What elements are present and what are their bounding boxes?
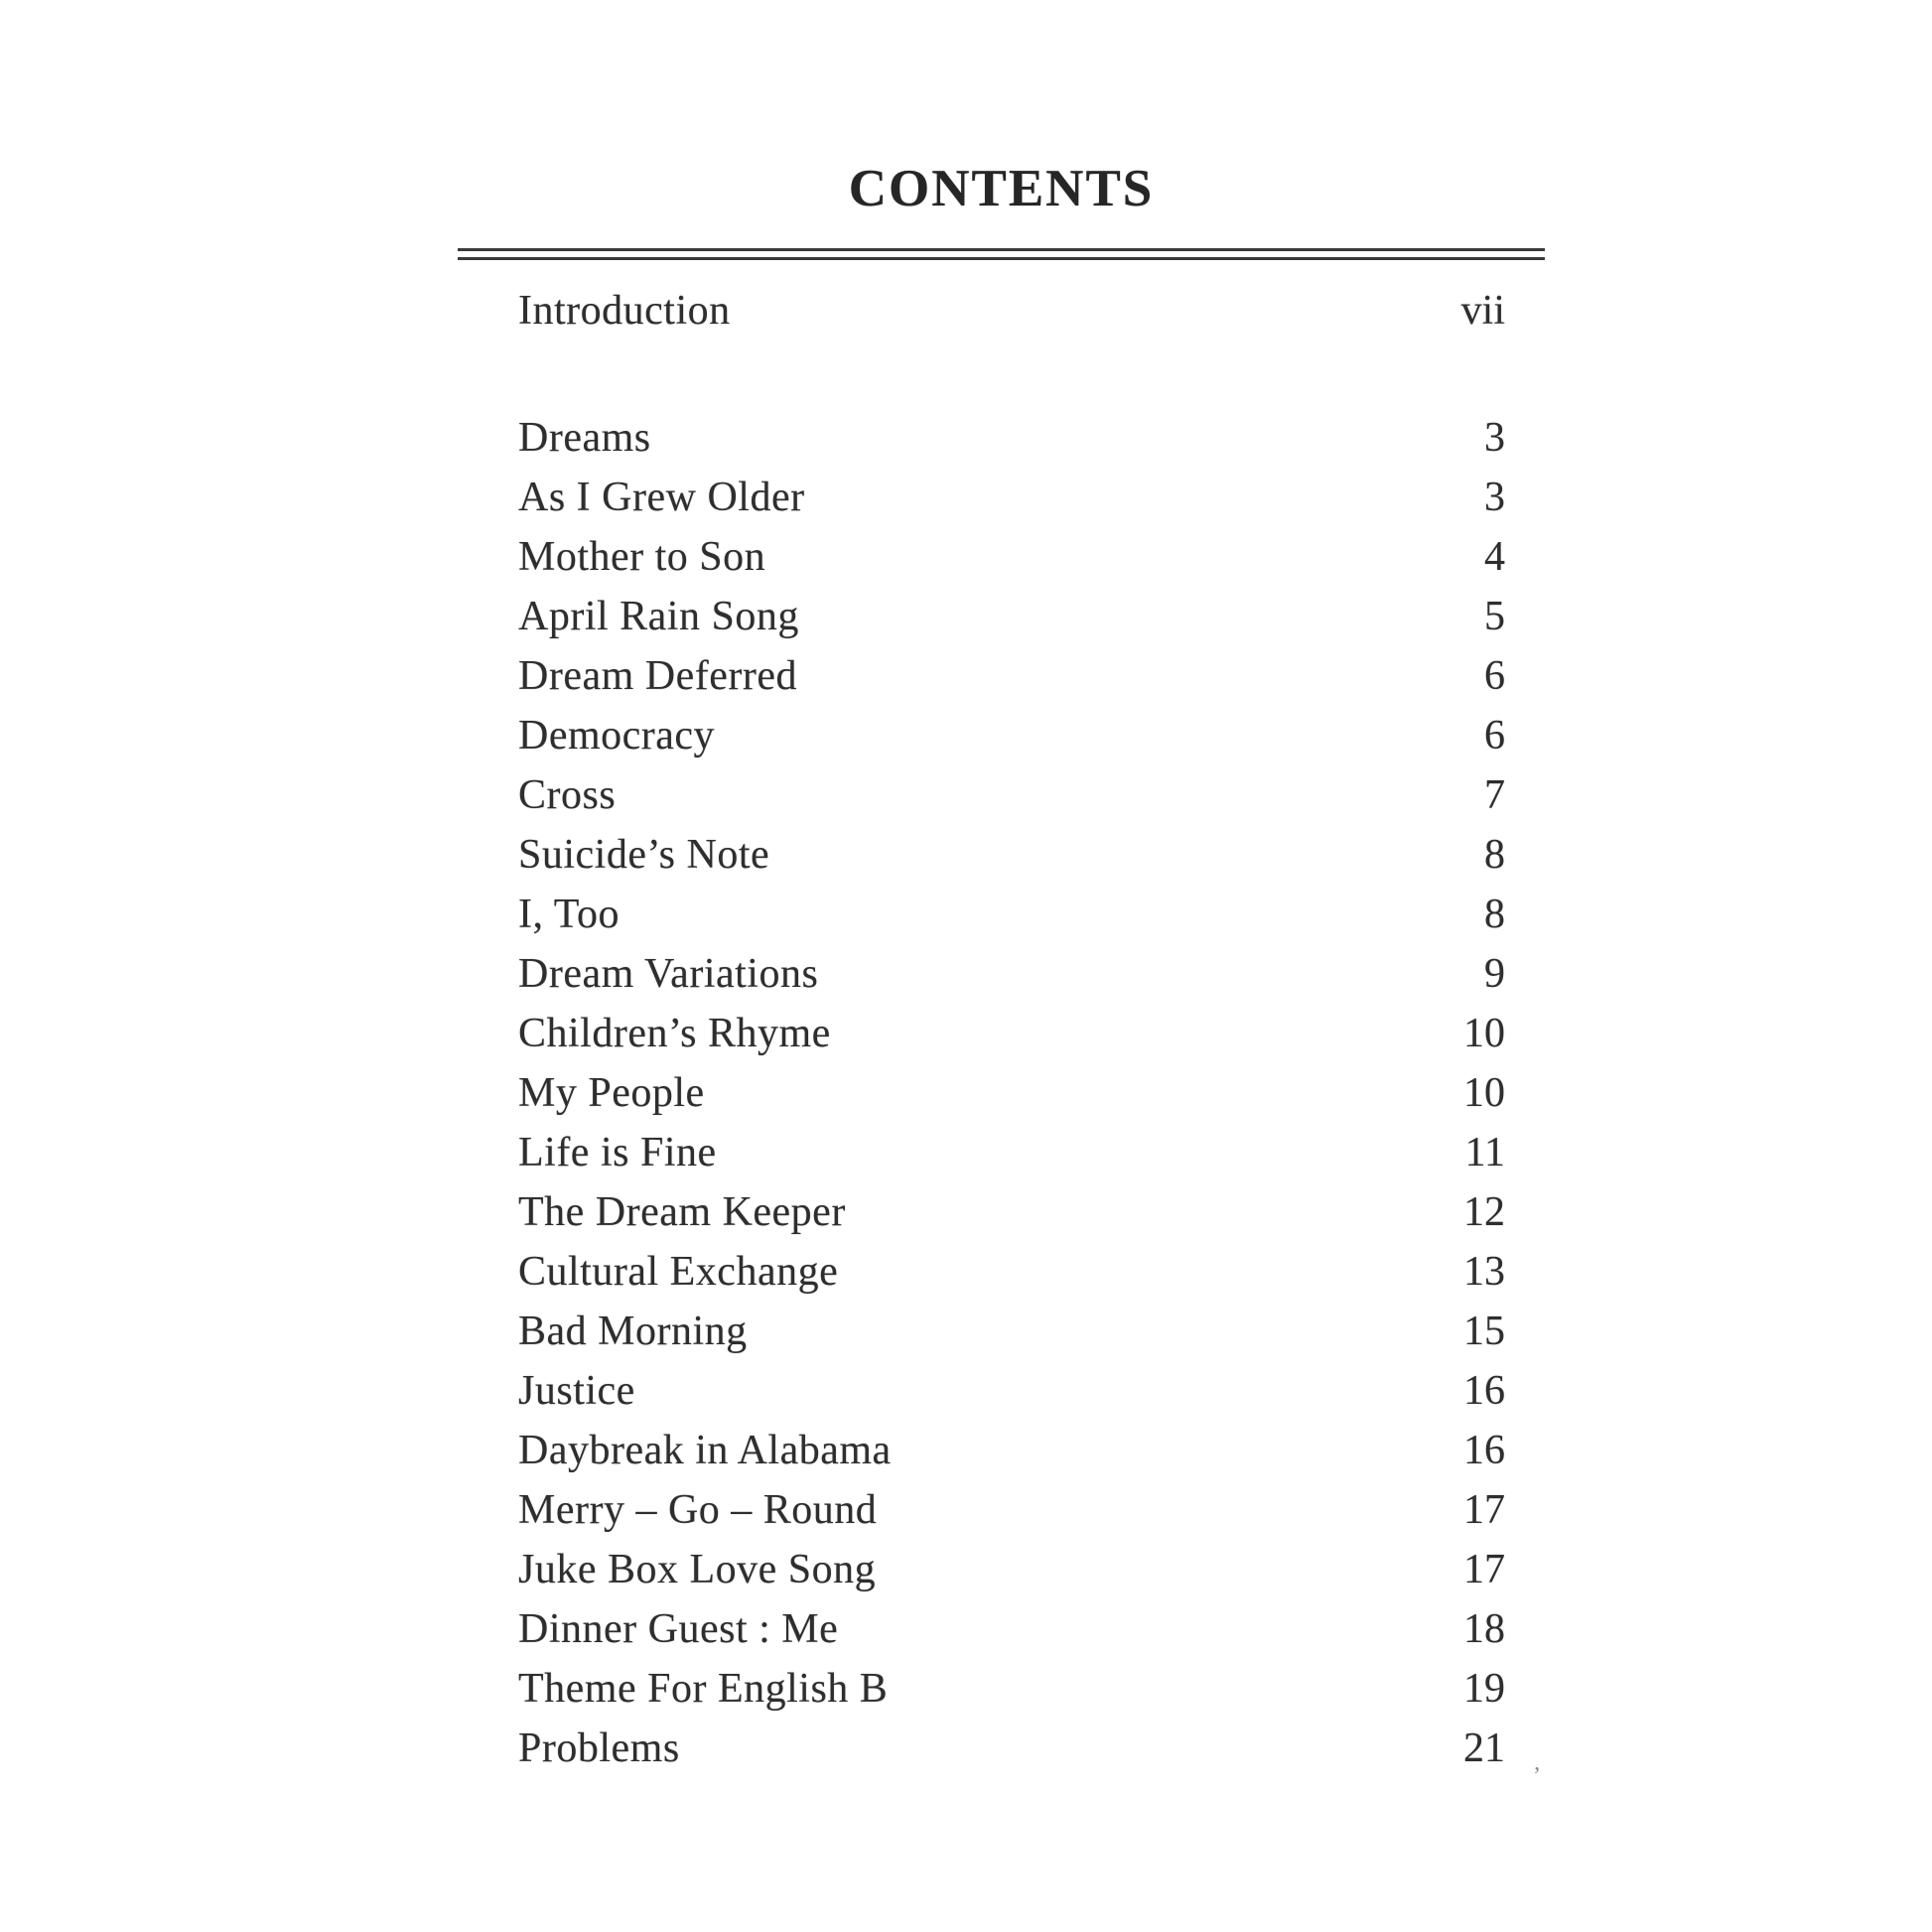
toc-row bbox=[458, 1182, 1545, 1242]
toc-entry-title: I, Too bbox=[518, 892, 620, 937]
toc-entry-page: 18 bbox=[1463, 1606, 1505, 1652]
toc-row bbox=[458, 1123, 1545, 1182]
toc-list bbox=[458, 281, 1545, 1778]
toc-entry-page: 15 bbox=[1463, 1309, 1505, 1354]
toc-entry-title: Merry – Go – Round bbox=[518, 1487, 878, 1533]
toc-row bbox=[458, 1004, 1545, 1063]
toc-entry-page: 6 bbox=[1484, 653, 1505, 699]
toc-entry-title: Problems bbox=[518, 1725, 680, 1771]
toc-entry-title: Cultural Exchange bbox=[518, 1249, 839, 1295]
toc-entry-page: 12 bbox=[1463, 1189, 1505, 1235]
toc-entry-page: 9 bbox=[1484, 951, 1505, 997]
toc-row bbox=[458, 1302, 1545, 1361]
toc-entry-page: 10 bbox=[1463, 1011, 1505, 1056]
toc-row bbox=[458, 1361, 1545, 1421]
toc-row bbox=[458, 885, 1545, 944]
toc-entry-title: Mother to Son bbox=[518, 534, 766, 580]
toc-entry-title: Daybreak in Alabama bbox=[518, 1428, 892, 1473]
page-title: CONTENTS bbox=[848, 160, 1155, 217]
toc-row bbox=[458, 765, 1545, 825]
toc-row bbox=[458, 281, 1545, 341]
toc-row bbox=[458, 468, 1545, 527]
toc-entry-title: Children’s Rhyme bbox=[518, 1011, 831, 1056]
toc-entry-page: 11 bbox=[1464, 1130, 1505, 1175]
toc-entry-title: Introduction bbox=[518, 288, 731, 334]
toc-entry-page: vii bbox=[1460, 288, 1505, 334]
toc-entry-title: Juke Box Love Song bbox=[518, 1547, 877, 1592]
toc-entry-page: 10 bbox=[1463, 1070, 1505, 1116]
toc-entry-title: Life is Fine bbox=[518, 1130, 717, 1175]
toc-row bbox=[458, 1480, 1545, 1540]
toc-row bbox=[458, 408, 1545, 468]
toc-entry-title: Dream Variations bbox=[518, 951, 819, 997]
toc-entry-page: 6 bbox=[1484, 713, 1505, 759]
toc-entry-page: 17 bbox=[1463, 1487, 1505, 1533]
toc-row bbox=[458, 1659, 1545, 1719]
toc-entry-title: Suicide’s Note bbox=[518, 832, 770, 878]
toc-entry-page: 19 bbox=[1463, 1666, 1505, 1712]
toc-entry-page: 8 bbox=[1484, 892, 1505, 937]
toc-entry-page: 16 bbox=[1463, 1368, 1505, 1414]
toc-row bbox=[458, 1242, 1545, 1302]
toc-entry-title: Dreams bbox=[518, 415, 651, 461]
toc-entry-title: Dinner Guest : Me bbox=[518, 1606, 839, 1652]
toc-entry-page: 3 bbox=[1484, 475, 1505, 520]
toc-row bbox=[458, 1063, 1545, 1123]
toc-entry-page: 5 bbox=[1484, 594, 1505, 639]
toc-entry-title: Dream Deferred bbox=[518, 653, 797, 699]
toc-entry-page: 21 bbox=[1463, 1725, 1505, 1771]
toc-entry-page: 8 bbox=[1484, 832, 1505, 878]
toc-entry-title: April Rain Song bbox=[518, 594, 799, 639]
toc-row bbox=[458, 527, 1545, 587]
toc-row bbox=[458, 706, 1545, 765]
toc-entry-page: 13 bbox=[1463, 1249, 1505, 1295]
toc-entry-title: Bad Morning bbox=[518, 1309, 748, 1354]
toc-entry-title: Theme For English B bbox=[518, 1666, 889, 1712]
toc-row bbox=[458, 1719, 1545, 1778]
toc-entry-page: 7 bbox=[1484, 772, 1505, 818]
toc-row bbox=[458, 1599, 1545, 1659]
toc-entry-page: 16 bbox=[1463, 1428, 1505, 1473]
toc-row bbox=[458, 587, 1545, 646]
toc-entry-title: The Dream Keeper bbox=[518, 1189, 846, 1235]
toc-entry-page: 17 bbox=[1463, 1547, 1505, 1592]
title-divider-double-rule bbox=[458, 248, 1545, 260]
toc-entry-title: Democracy bbox=[518, 713, 716, 759]
scan-artifact-speck: ’ bbox=[1533, 1763, 1541, 1789]
toc-row bbox=[458, 1421, 1545, 1480]
toc-entry-page: 4 bbox=[1484, 534, 1505, 580]
toc-row bbox=[458, 1540, 1545, 1599]
toc-row bbox=[458, 646, 1545, 706]
toc-entry-title: My People bbox=[518, 1070, 705, 1116]
toc-row bbox=[458, 825, 1545, 885]
toc-entry-page: 3 bbox=[1484, 415, 1505, 461]
toc-entry-title: Cross bbox=[518, 772, 617, 818]
toc-row bbox=[458, 944, 1545, 1004]
toc-entry-title: As I Grew Older bbox=[518, 475, 805, 520]
toc-entry-title: Justice bbox=[518, 1368, 635, 1414]
